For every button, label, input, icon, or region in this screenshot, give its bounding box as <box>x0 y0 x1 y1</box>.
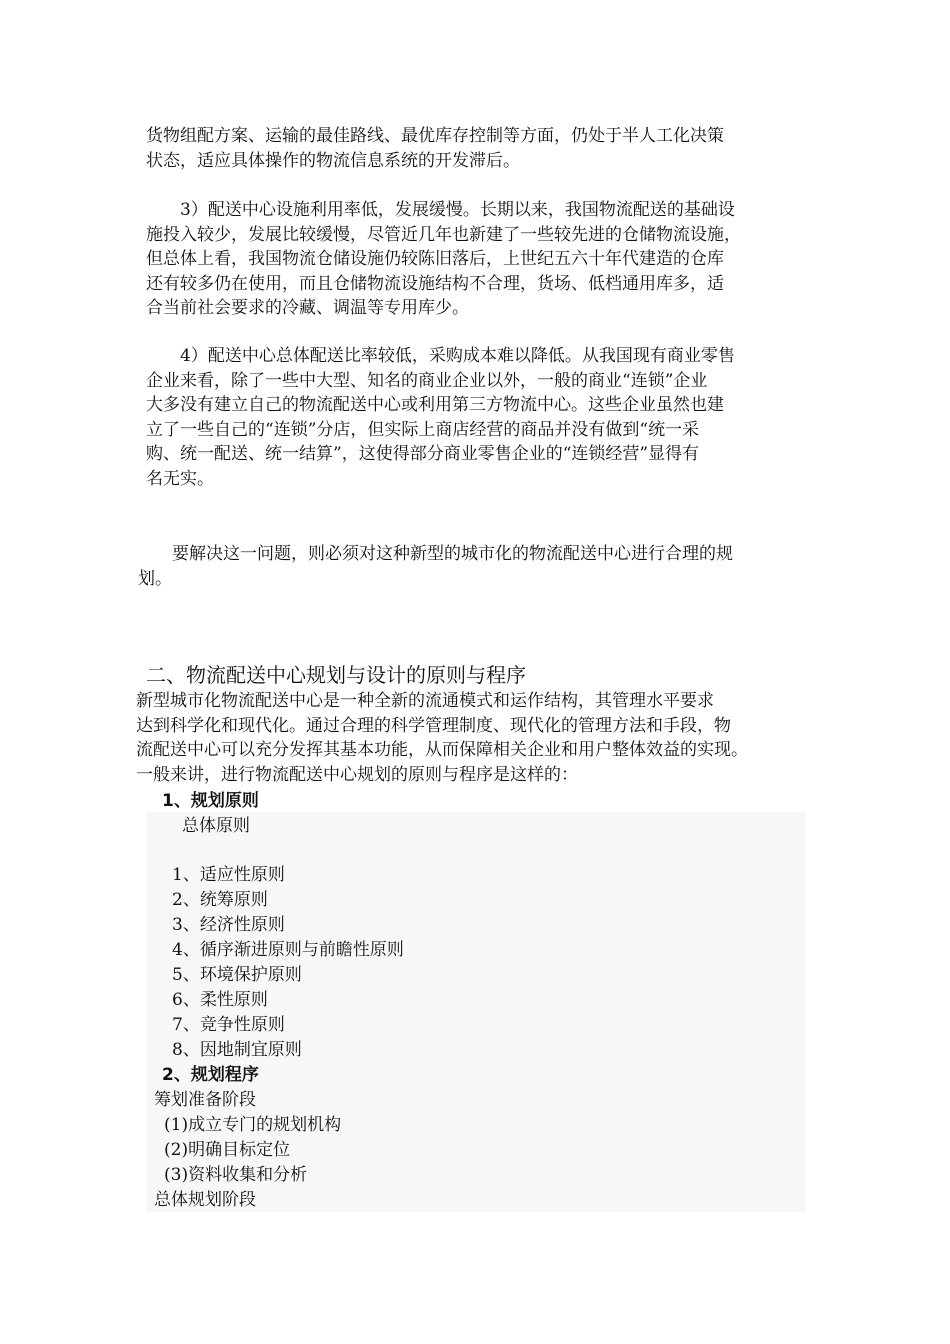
section-2-paragraph <box>136 689 748 787</box>
principle-item: 4、循序渐进原则与前瞻性原则 <box>172 940 404 960</box>
principle-item: 3、经济性原则 <box>172 915 285 935</box>
paragraph-line: 施投入较少，发展比较缓慢，尽管近几年也新建了一些较先进的仓储物流设施， <box>146 224 741 245</box>
paragraph-line: 4）配送中心总体配送比率较低，采购成本难以降低。从我国现有商业零售 <box>146 346 735 366</box>
principle-item: 5、环境保护原则 <box>172 965 302 985</box>
paragraph-line: 3）配送中心设施利用率低，发展缓慢。长期以来，我国物流配送的基础设 <box>146 200 735 220</box>
solution-paragraph <box>138 542 733 591</box>
paragraph-line: 立了一些自己的“连锁”分店，但实际上商店经营的商品并没有做到“统一采 <box>146 419 700 440</box>
principle-item: 1、适应性原则 <box>172 865 285 885</box>
planning-procedure-heading: 2、规划程序 <box>162 1065 259 1085</box>
principle-item: 6、柔性原则 <box>172 990 268 1010</box>
paragraph-line: 大多没有建立自己的物流配送中心或利用第三方物流中心。这些企业虽然也建 <box>146 395 724 415</box>
stage-item: (1)成立专门的规划机构 <box>164 1115 342 1135</box>
paragraph-line: 企业来看，除了一些中大型、知名的商业企业以外，一般的商业“连锁”企业 <box>146 370 708 391</box>
stage-overall-planning: 总体规划阶段 <box>154 1190 256 1210</box>
paragraph-line: 一般来讲，进行物流配送中心规划的原则与程序是这样的： <box>136 764 578 785</box>
paragraph-line: 划。 <box>138 568 172 589</box>
point-3-paragraph <box>146 198 741 321</box>
paragraph-line: 但总体上看，我国物流仓储设施仍较陈旧落后，上世纪五六十年代建造的仓库 <box>146 249 724 269</box>
paragraph-line: 新型城市化物流配送中心是一种全新的流通模式和运作结构，其管理水平要求 <box>136 691 714 711</box>
stage-preparation: 筹划准备阶段 <box>154 1090 256 1110</box>
principle-item: 7、竞争性原则 <box>172 1015 285 1035</box>
paragraph-line: 还有较多仍在使用，而且仓储物流设施结构不合理，货场、低档通用库多，适 <box>146 273 724 294</box>
paragraph-line: 要解决这一问题，则必须对这种新型的城市化的物流配送中心进行合理的规 <box>138 544 733 564</box>
paragraph-line: 状态，适应具体操作的物流信息系统的开发滞后。 <box>146 150 520 171</box>
paragraph-line: 购、统一配送、统一结算”，这使得部分商业零售企业的“连锁经营”显得有 <box>146 444 700 464</box>
principle-item: 8、因地制宜原则 <box>172 1040 302 1060</box>
overall-principles-subheading: 总体原则 <box>182 816 250 836</box>
principle-item: 2、统筹原则 <box>172 890 268 910</box>
paragraph-line: 流配送中心可以充分发挥其基本功能，从而保障相关企业和用户整体效益的实现。 <box>136 740 748 760</box>
paragraph-line: 货物组配方案、运输的最佳路线、最优库存控制等方面，仍处于半人工化决策 <box>146 126 724 146</box>
stage-item: (2)明确目标定位 <box>164 1140 291 1160</box>
paragraph-line: 达到科学化和现代化。通过合理的科学管理制度、现代化的管理方法和手段，物 <box>136 715 731 736</box>
planning-principles-heading: 1、规划原则 <box>162 791 259 811</box>
paragraph-line: 名无实。 <box>146 468 214 489</box>
stage-item: (3)资料收集和分析 <box>164 1165 308 1185</box>
section-2-title: 二、物流配送中心规划与设计的原则与程序 <box>146 663 526 687</box>
intro-paragraph <box>146 124 724 173</box>
paragraph-line: 合当前社会要求的冷藏、调温等专用库少。 <box>146 298 469 318</box>
point-4-paragraph <box>146 344 735 491</box>
